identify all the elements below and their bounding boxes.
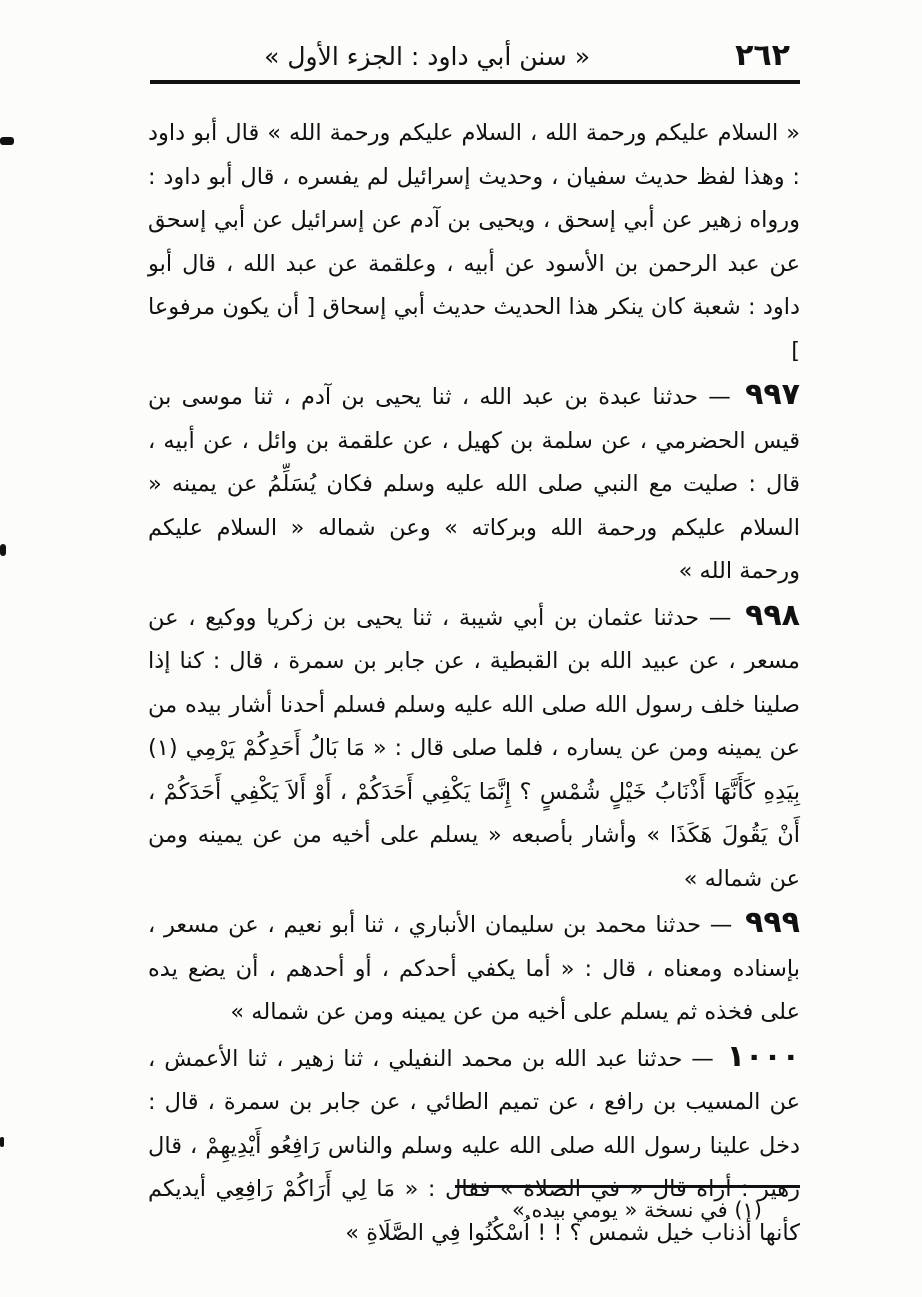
hadith-number: ١٠٠٠ — [726, 1038, 800, 1074]
hadith-999 — [148, 901, 800, 1035]
header-rule — [150, 80, 800, 84]
paragraph-text: — حدثنا عبد الله بن محمد النفيلي ، ثنا زهير ، ثنا الأعمش ، عن المسيب بن رافع ، عن تميم الطائي ، عن جابر بن سمرة ، قال : دخل علينا رسول الله صلى الله عليه وسلم والناس رَافِعُو أَيْدِيهِمْ ، قال زهير : أراه قال « في الصلاة » فقال : « مَا لِي أَرَاكُمْ رَافِعِي أيديكم كأنها أذناب خيل شمس ؟ ! ! اُسْكُنُوا فِي الصَّلَاةِ » — [148, 1045, 800, 1246]
hadith-998 — [148, 594, 800, 902]
scan-margin-mark — [0, 137, 14, 145]
paragraph-text: — حدثنا عثمان بن أبي شيبة ، ثنا يحيى بن زكريا ووكيع ، عن مسعر ، عن عبيد الله بن القبطية ، عن جابر بن سمرة ، قال : كنا إذا صلينا خلف رسول الله صلى الله عليه وسلم فسلم أحدنا أشار بيده من عن يمينه ومن عن يساره ، فلما صلى قال : « مَا بَالُ أَحَدِكُمْ يَرْمِي (١) بِيَدِهِ كَأَنَّهَا أَذْنَابُ خَيْلٍ شُمْسٍ ؟ إِنَّمَا يَكْفِي أَحَدَكُمْ ، أَوْ أَلاَ يَكْفِي أَحَدَكُمْ ، أَنْ يَقُولَ هَكَذَا » وأشار بأصبعه « يسلم على أخيه من عن يمينه ومن عن شماله » — [148, 604, 800, 892]
scan-margin-mark — [0, 544, 6, 556]
paragraph-text: — حدثنا محمد بن سليمان الأنباري ، ثنا أبو نعيم ، عن مسعر ، بإسناده ومعناه ، قال : « أما يكفي أحدكم ، أو أحدهم ، أن يضع يده على فخذه ثم يسلم على أخيه من عن يمينه ومن عن شماله » — [148, 912, 800, 1025]
hadith-number: ٩٩٩ — [745, 905, 800, 940]
hadith-number: ٩٩٧ — [745, 377, 800, 412]
paragraph-continuation — [148, 112, 800, 373]
page-header — [150, 38, 800, 78]
footnote: (١) في نسخة « يومي بيده » — [511, 1198, 762, 1222]
paragraph-text: « السلام عليكم ورحمة الله ، السلام عليكم ورحمة الله » قال أبو داود : وهذا لفظ حديث سفيان ، وحديث إسرائيل لم يفسره ، قال أبو داود : ورواه زهير عن أبي إسحق ، ويحيى بن آدم عن إسرائيل عن أبي إسحق عن عبد الرحمن بن الأسود عن أبيه ، وعلقمة عن عبد الله ، قال أبو داود : شعبة كان ينكر هذا الحديث حديث أبي إسحاق [ أن يكون مرفوعا ] — [148, 120, 800, 364]
scan-margin-mark — [0, 1137, 4, 1147]
paragraph-text: — حدثنا عبدة بن عبد الله ، ثنا يحيى بن آدم ، ثنا موسى بن قيس الحضرمي ، عن سلمة بن كهيل ، عن علقمة بن وائل ، عن أبيه ، قال : صليت مع النبي صلى الله عليه وسلم فكان يُسَلِّمُ عن يمينه « السلام عليكم ورحمة الله وبركاته » وعن شماله « السلام عليكم ورحمة الله » — [148, 384, 800, 584]
hadith-number: ٩٩٨ — [745, 597, 800, 633]
hadith-997 — [148, 373, 800, 594]
body-text — [148, 112, 800, 1255]
page-number: ٢٦٢ — [735, 38, 790, 73]
running-title: « سنن أبي داود : الجزء الأول » — [264, 42, 590, 71]
footnote-rule — [455, 1185, 800, 1188]
